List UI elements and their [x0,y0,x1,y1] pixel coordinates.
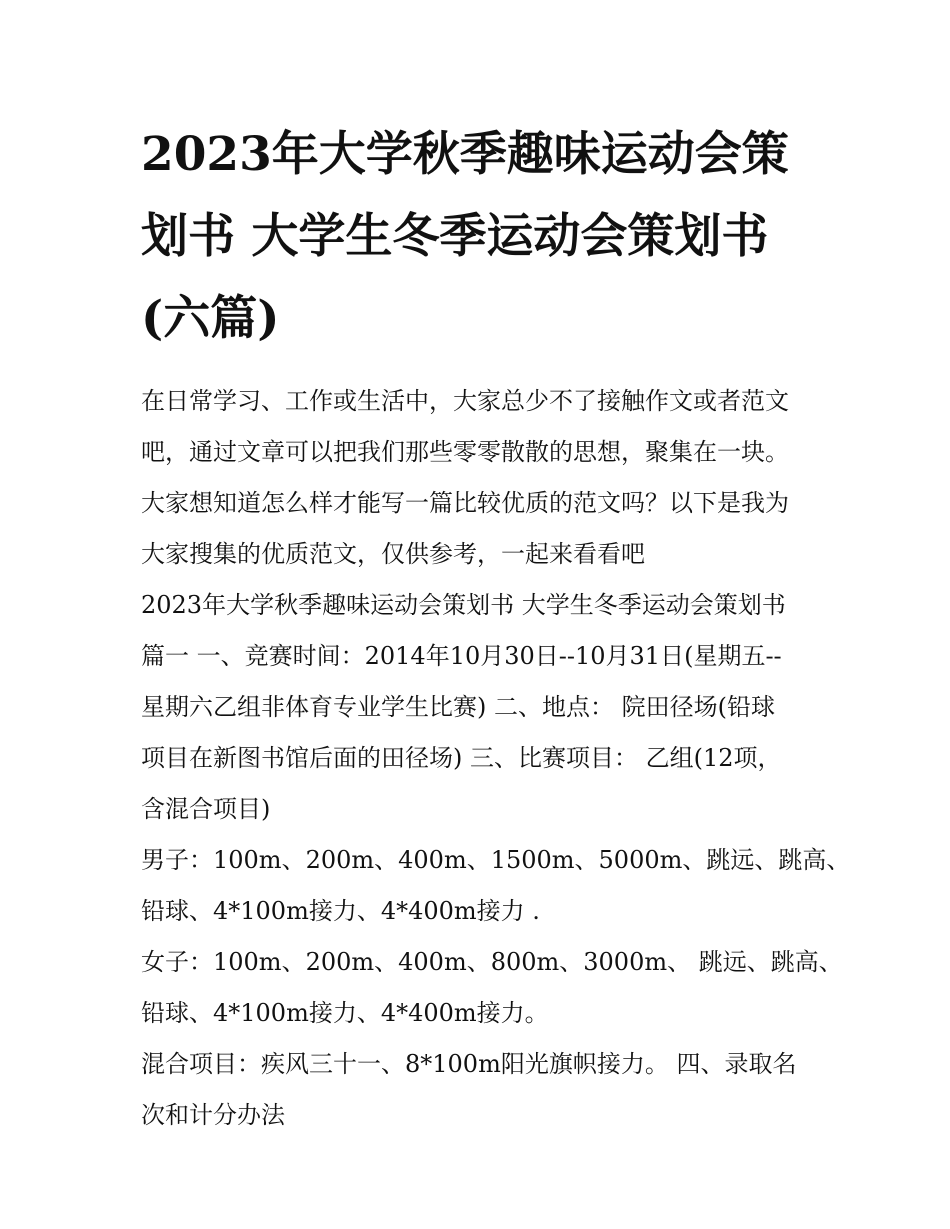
text-line: 星期六乙组非体育专业学生比赛) 二、地点： 院田径场(铅球 [141,693,775,721]
text-line: 女子：100m、200m、400m、800m、3000m、 跳远、跳高、 [141,948,843,976]
title-line: 划书 大学生冬季运动会策划书 [141,209,769,264]
text-line: 在日常学习、工作或生活中，大家总少不了接触作文或者范文 [141,387,789,415]
women-events-paragraph [141,937,843,1039]
text-line: 次和计分办法 [141,1101,285,1129]
schedule-paragraph [141,580,816,835]
text-line: 含混合项目) [141,795,271,823]
mixed-events-paragraph [141,1039,816,1141]
document-body [141,376,851,1141]
title-line: 2023年大学秋季趣味运动会策 [141,127,789,182]
men-events-paragraph [141,835,851,937]
text-line: 男子：100m、200m、400m、1500m、5000m、跳远、跳高、 [141,846,851,874]
title-line: (六篇) [141,291,280,346]
text-line: 混合项目：疾风三十一、8*100m阳光旗帜接力。 四、录取名 [141,1050,797,1078]
text-line: 大家想知道怎么样才能写一篇比较优质的范文吗？以下是我为 [141,489,789,517]
intro-paragraph [141,376,816,580]
text-line: 2023年大学秋季趣味运动会策划书 大学生冬季运动会策划书 [141,591,786,619]
text-line: 铅球、4*100m接力、4*400m接力 . [141,897,540,925]
document-content [141,114,851,1141]
document-title [141,114,816,360]
text-line: 大家搜集的优质范文，仅供参考，一起来看看吧 [141,540,645,568]
text-line: 吧，通过文章可以把我们那些零零散散的思想，聚集在一块。 [141,438,789,466]
text-line: 篇一 一、竞赛时间：2014年10月30日--10月31日(星期五-- [141,642,782,670]
text-line: 项目在新图书馆后面的田径场) 三、比赛项目： 乙组(12项， [141,744,782,772]
text-line: 铅球、4*100m接力、4*400m接力。 [141,999,549,1027]
